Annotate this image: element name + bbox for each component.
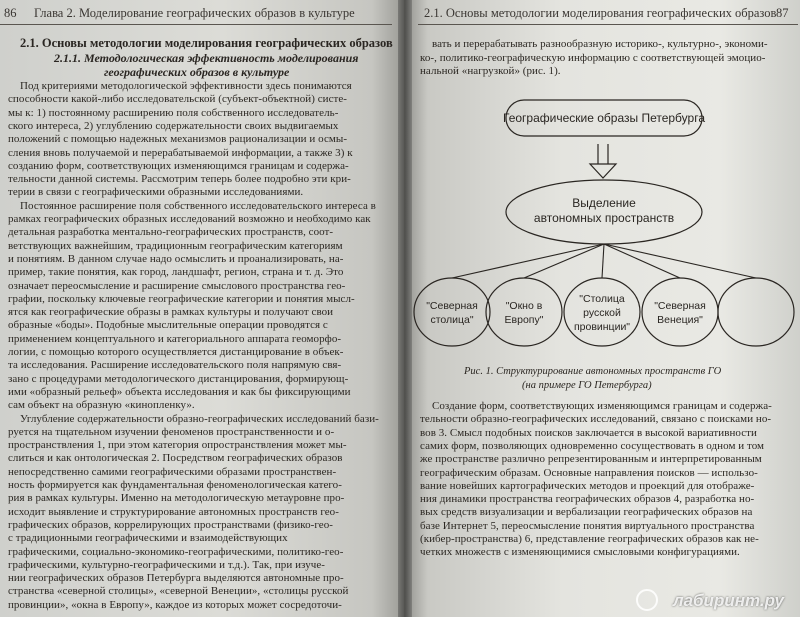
down-arrow	[590, 144, 616, 178]
right-page-number: 87	[776, 6, 789, 20]
text-line: Под критериями методологической эффективности здесь понимаются	[20, 80, 352, 92]
right-running-head: 2.1. Основы методологии моделирования географических образов	[424, 6, 777, 20]
text-line: означает переосмысление и расширение смыслового пространства гео-	[8, 279, 346, 292]
text-line: ского интереса, 2) углублению содержательности своих выдвигаемых	[8, 119, 339, 132]
left-head-rule	[0, 24, 392, 25]
text-line: непосредственно самими географическими образами пространствен-	[8, 465, 337, 478]
text-line: созданию форм, соответствующих изменяющимся границам и содержа-	[8, 159, 349, 172]
text-line: Постоянное расширение поля собственного исследовательского интереса в	[20, 199, 376, 212]
leaf-label: "Северная	[654, 300, 706, 312]
leaf-label: Венеция"	[657, 314, 703, 326]
text-line: та исследования. Расширение исследовательского поля напрямую свя-	[8, 359, 342, 372]
text-line: пример, такие понятия, как город, ландшафт, регион, страна и т. д. Это	[8, 266, 344, 279]
text-line: детальная разработка ментально-географических пространств, соот-	[8, 226, 334, 239]
text-line: исходит выявление и структурирование автономных пространств гео-	[8, 505, 339, 518]
text-line: же пространстве различно репрезентированным и интерпретированным	[420, 453, 762, 466]
leaf-ellipse	[642, 278, 718, 346]
text-line: вых средств визуализации и вербализации географических образов на	[420, 506, 753, 519]
figure-caption-1: Рис. 1. Структурирование автономных пространств ГО	[464, 366, 722, 377]
top-box-label: Географические образы Петербурга	[503, 111, 705, 125]
text-line: вание новейших картографических методов и проекций для отображе-	[420, 479, 755, 492]
text-line: графии, поскольку ключевые географические категории и понятия мысл-	[8, 292, 355, 305]
leaf-label: провинции"	[573, 321, 631, 333]
text-line: применением концептуального и категориального аппарата геоморфо-	[8, 332, 342, 345]
leaf-connector	[604, 244, 756, 278]
text-line: руется на тщательном изучении феноменов пространственности и о-	[8, 425, 335, 438]
leaf-connector	[604, 244, 680, 278]
watermark: лабиринт.ру	[673, 591, 784, 610]
text-line: странства «северной столицы», «северной Венеции», «столицы русской	[8, 585, 349, 598]
text-line: вов 3. Смысл подобных поисков заключается в высокой вариативности	[420, 426, 757, 439]
structure-diagram	[404, 0, 800, 390]
leaf-connector	[524, 244, 604, 278]
text-line: терии в связи с географическими образными исследованиями.	[8, 186, 304, 199]
text-line: ния динамики пространства географических образов 4, разработка но-	[420, 493, 755, 506]
text-line: способности какой-либо исследовательской (субъект-объектной) систе-	[8, 93, 348, 106]
text-line: провинции», «окна в Европу», каждое из которых может сосредоточи-	[8, 598, 342, 611]
text-line: тельности данной системы. Рассмотрим теперь более подробно эти кри-	[8, 173, 351, 186]
text-line: географическим образам. Основные направления поисков — использо-	[420, 466, 758, 479]
leaf-connectors	[452, 244, 756, 278]
leaf-ellipse	[486, 278, 562, 346]
text-line: пространствления 1, при этом категория опространствления может мы-	[8, 439, 347, 452]
text-line: ко-, политико-географическую информацию с соответствующей эмоцио-	[420, 51, 766, 64]
left-running-head: Глава 2. Моделирование географических образов в культуре	[34, 6, 355, 20]
text-line: ими «образный рельеф» объекта исследования и как бы фиксирующими	[8, 385, 351, 398]
text-line: базе Интернет 5, переосмысление понятия виртуального пространства	[420, 519, 755, 532]
figure-caption-2: (на примере ГО Петербурга)	[522, 380, 652, 391]
text-line: рамках географических образных исследований возможно и необходимо как	[8, 213, 371, 225]
text-line: нии географических образов Петербурга выделяются автономные про-	[8, 572, 344, 585]
leaf-label: "Столица	[579, 293, 625, 305]
text-line: образные «боды». Подобные мыслительные операции проводятся с	[8, 319, 328, 332]
text-line: мы к: 1) постоянному расширению поля собственного исследователь-	[8, 106, 339, 119]
text-line: и понятиям. В данном случае надо осмыслить и проанализировать, на-	[8, 252, 344, 265]
text-line: графических образов, коррелирующих пространствами (физико-гео-	[8, 518, 333, 531]
text-line: с традиционными географическими и взаимодействующих	[8, 532, 288, 545]
text-line: графическими, культурно-географическими и т.д.). Так, при изуче-	[8, 558, 325, 571]
leaf-label: столица"	[430, 314, 474, 326]
center-label-2: автономных пространств	[533, 211, 675, 225]
text-line: тельности образно-географических исследований, связано с поисками но-	[420, 413, 772, 426]
text-line: зано с процедурами методологического дистанцирования, формирующ-	[8, 372, 349, 385]
text-line: четких множеств с изменяющимися смысловыми конфигурациями.	[420, 546, 740, 559]
center-label-1: Выделение	[572, 196, 636, 210]
text-line: самих форм, позволяющих одновременно сосуществовать в одном и том	[420, 439, 765, 452]
leaf-ellipse	[414, 278, 490, 346]
book-gutter	[398, 0, 412, 617]
right-page	[404, 0, 800, 617]
text-line: ветствующих важнейшим, традиционным географическим категориям	[8, 239, 343, 252]
text-line: рия в рамках культуры. Именно на методологическую метауровне про-	[8, 492, 345, 505]
leaf-connector	[602, 244, 604, 278]
text-line: сам объект на образную «кинопленку».	[8, 399, 195, 412]
text-line: вать и перерабатывать разнообразную историко-, культурно-, экономи-	[432, 38, 768, 50]
leaf-label: "Окно в	[505, 300, 543, 312]
text-line: Углубление содержательности образно-географических исследований бази-	[20, 412, 379, 425]
leaf-connector	[452, 244, 604, 278]
subsection-title-2: географических образов в культуре	[104, 65, 290, 79]
text-line: Создание форм, соответствующих изменяющимся границам и содержа-	[432, 400, 772, 412]
watermark-icon	[636, 589, 658, 611]
text-line: положений с помощью надежных механизмов рационализации и осмы-	[8, 133, 348, 146]
text-line: ятся как географические образы в рамках культуры и получают свои	[8, 306, 334, 319]
leaf-nodes	[414, 278, 794, 346]
text-line: (кибер-пространства) 6, представление географических образов как не-	[420, 533, 759, 545]
section-title: 2.1. Основы методологии моделирования географических образов	[20, 36, 393, 50]
text-line: логии, с помощью которого осуществляется дистанцирование в объек-	[8, 346, 344, 358]
leaf-ellipse	[718, 278, 794, 346]
text-line: нальной «нагрузкой» (рис. 1).	[420, 65, 561, 77]
leaf-label: "Северная	[426, 300, 478, 312]
left-page-number: 86	[4, 6, 17, 20]
leaf-label: русской	[583, 307, 621, 319]
subsection-title-1: 2.1.1. Методологическая эффективность моделирования	[54, 51, 359, 65]
text-line: сления вновь получаемой и перерабатываемой информации, а также 3) к	[8, 146, 353, 159]
text-line: слиться и как онтологическая 2. Посредством географических образов	[8, 452, 343, 465]
text-line: графическими, социально-экономико-географическими, политико-гео-	[8, 545, 344, 558]
text-line: ность формируется как фундаментальная феноменологическая катего-	[8, 479, 342, 491]
leaf-label: Европу"	[504, 314, 544, 326]
